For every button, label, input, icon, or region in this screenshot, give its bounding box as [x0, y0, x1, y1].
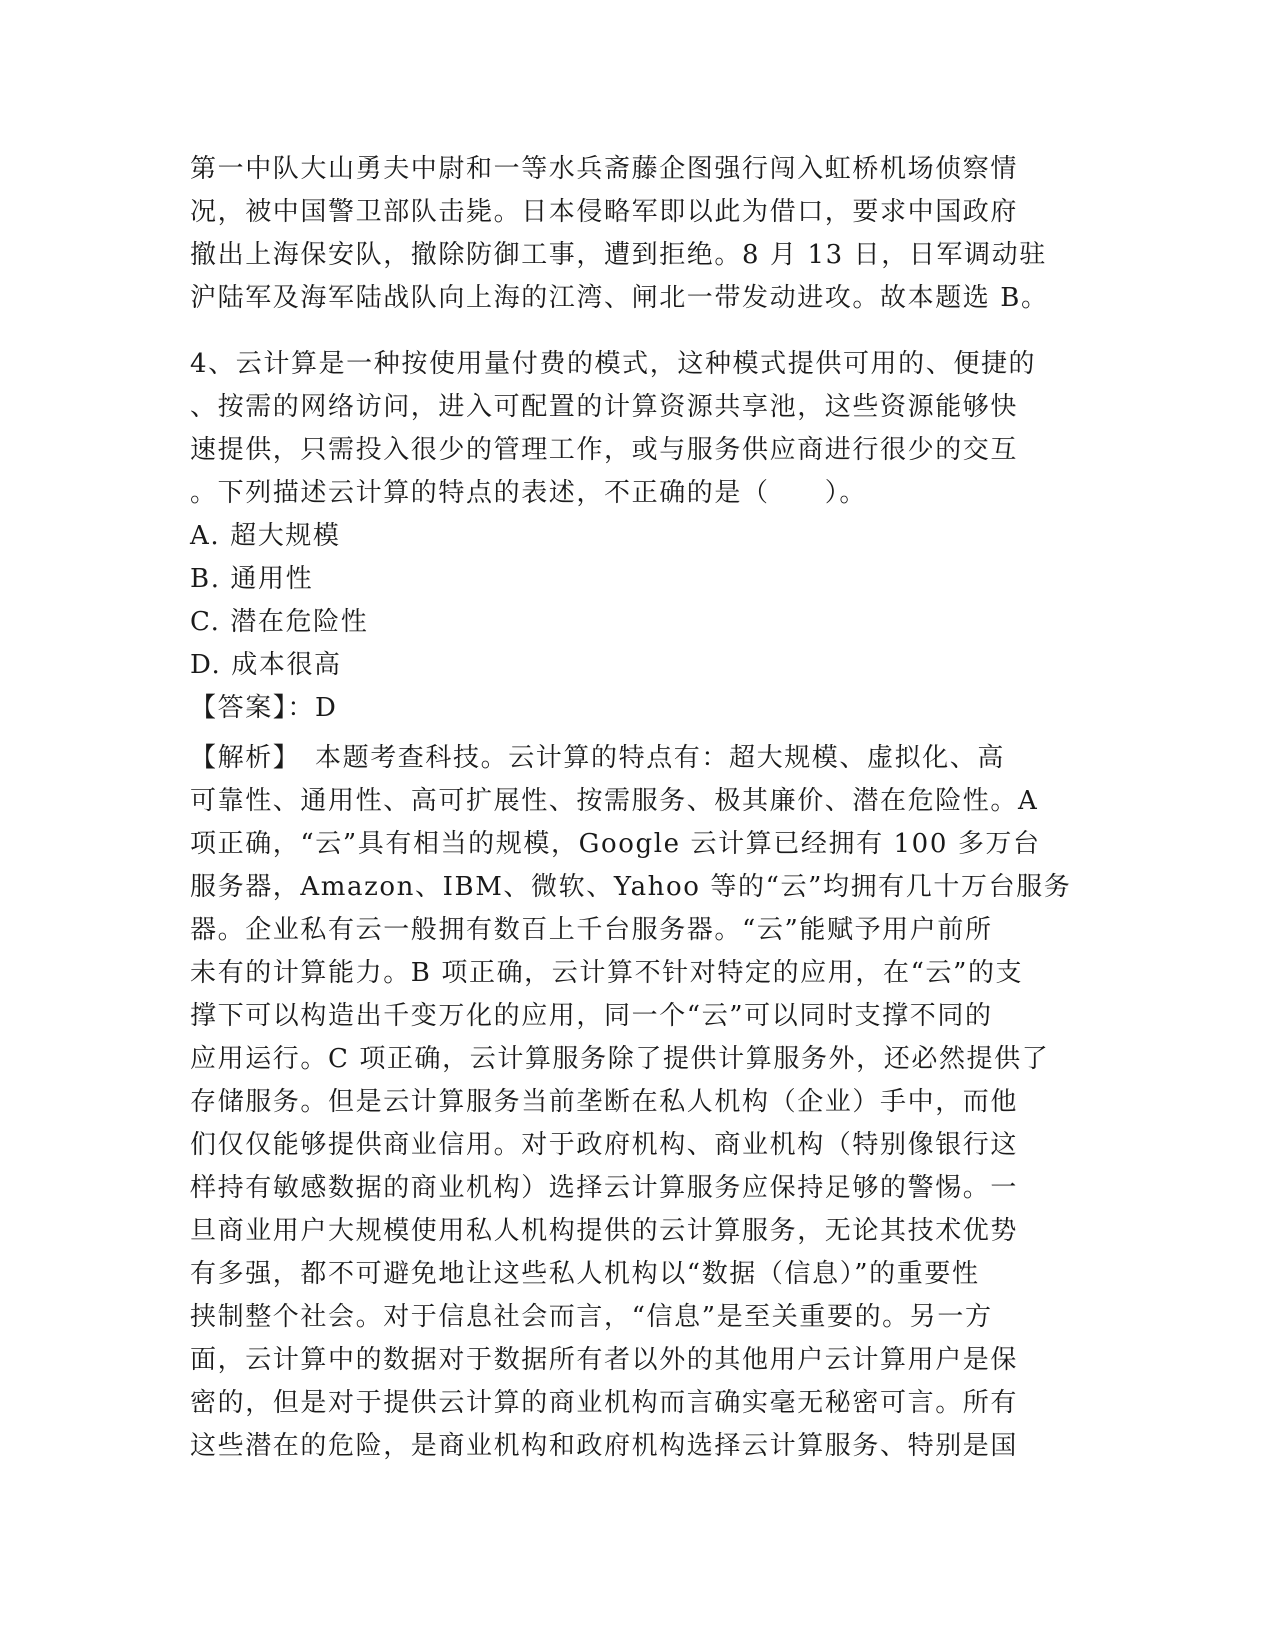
text-line: 沪陆军及海军陆战队向上海的江湾、闸北一带发动进攻。故本题选 B。 — [190, 283, 1049, 313]
explanation-line: 这些潜在的危险，是商业机构和政府机构选择云计算服务、特别是国 — [190, 1431, 1019, 1461]
option-d: D. 成本很高 — [190, 650, 342, 680]
explanation-paragraph — [190, 737, 1070, 1468]
question-stem-line: 速提供，只需投入很少的管理工作，或与服务供应商进行很少的交互 — [190, 435, 1019, 465]
explanation-line: 【解析】 本题考查科技。云计算的特点有：超大规模、虚拟化、高 — [190, 743, 1006, 773]
explanation-line: 应用运行。C 项正确，云计算服务除了提供计算服务外，还必然提供了 — [190, 1044, 1050, 1074]
explanation-line: 存储服务。但是云计算服务当前垄断在私人机构（企业）手中，而他 — [190, 1087, 1019, 1117]
explanation-line: 面，云计算中的数据对于数据所有者以外的其他用户云计算用户是保 — [190, 1345, 1019, 1375]
explanation-line: 撑下可以构造出千变万化的应用，同一个“云”可以同时支撑不同的 — [190, 1001, 993, 1031]
option-b: B. 通用性 — [190, 564, 314, 594]
explanation-line: 服务器，Amazon、IBM、微软、Yahoo 等的“云”均拥有几十万台服务 — [190, 872, 1072, 902]
question-stem-line: 。下列描述云计算的特点的表述，不正确的是（ ）。 — [190, 478, 868, 508]
text-line: 第一中队大山勇夫中尉和一等水兵斋藤企图强行闯入虹桥机场侦察情 — [190, 154, 1019, 184]
explanation-line: 旦商业用户大规模使用私人机构提供的云计算服务，无论其技术优势 — [190, 1216, 1019, 1246]
answer-line: 【答案】：D — [190, 693, 338, 723]
text-line: 撤出上海保安队，撤除防御工事，遭到拒绝。8 月 13 日，日军调动驻 — [190, 240, 1047, 270]
explanation-line: 们仅仅能够提供商业信用。对于政府机构、商业机构（特别像银行这 — [190, 1130, 1019, 1160]
question-stem-line: 、按需的网络访问，进入可配置的计算资源共享池，这些资源能够快 — [190, 392, 1019, 422]
question-stem-line: 4、云计算是一种按使用量付费的模式，这种模式提供可用的、便捷的 — [190, 349, 1037, 379]
explanation-line: 可靠性、通用性、高可扩展性、按需服务、极其廉价、潜在危险性。A — [190, 786, 1039, 816]
text-line: 况，被中国警卫部队击毙。日本侵略军即以此为借口，要求中国政府 — [190, 197, 1019, 227]
previous-explanation-paragraph — [190, 148, 1070, 320]
explanation-line: 挟制整个社会。对于信息社会而言，“信息”是至关重要的。另一方 — [190, 1302, 993, 1332]
option-a: A. 超大规模 — [190, 521, 341, 551]
explanation-line: 样持有敏感数据的商业机构）选择云计算服务应保持足够的警惕。一 — [190, 1173, 1019, 1203]
explanation-line: 密的，但是对于提供云计算的商业机构而言确实毫无秘密可言。所有 — [190, 1388, 1019, 1418]
question-4 — [190, 343, 1070, 730]
explanation-line: 项正确，“云”具有相当的规模，Google 云计算已经拥有 100 多万台 — [190, 829, 1041, 859]
option-c: C. 潜在危险性 — [190, 607, 369, 637]
explanation-line: 器。企业私有云一般拥有数百上千台服务器。“云”能赋予用户前所 — [190, 915, 993, 945]
explanation-line: 有多强，都不可避免地让这些私人机构以“数据（信息）”的重要性 — [190, 1259, 980, 1289]
explanation-line: 未有的计算能力。B 项正确，云计算不针对特定的应用，在“云”的支 — [190, 958, 1024, 988]
